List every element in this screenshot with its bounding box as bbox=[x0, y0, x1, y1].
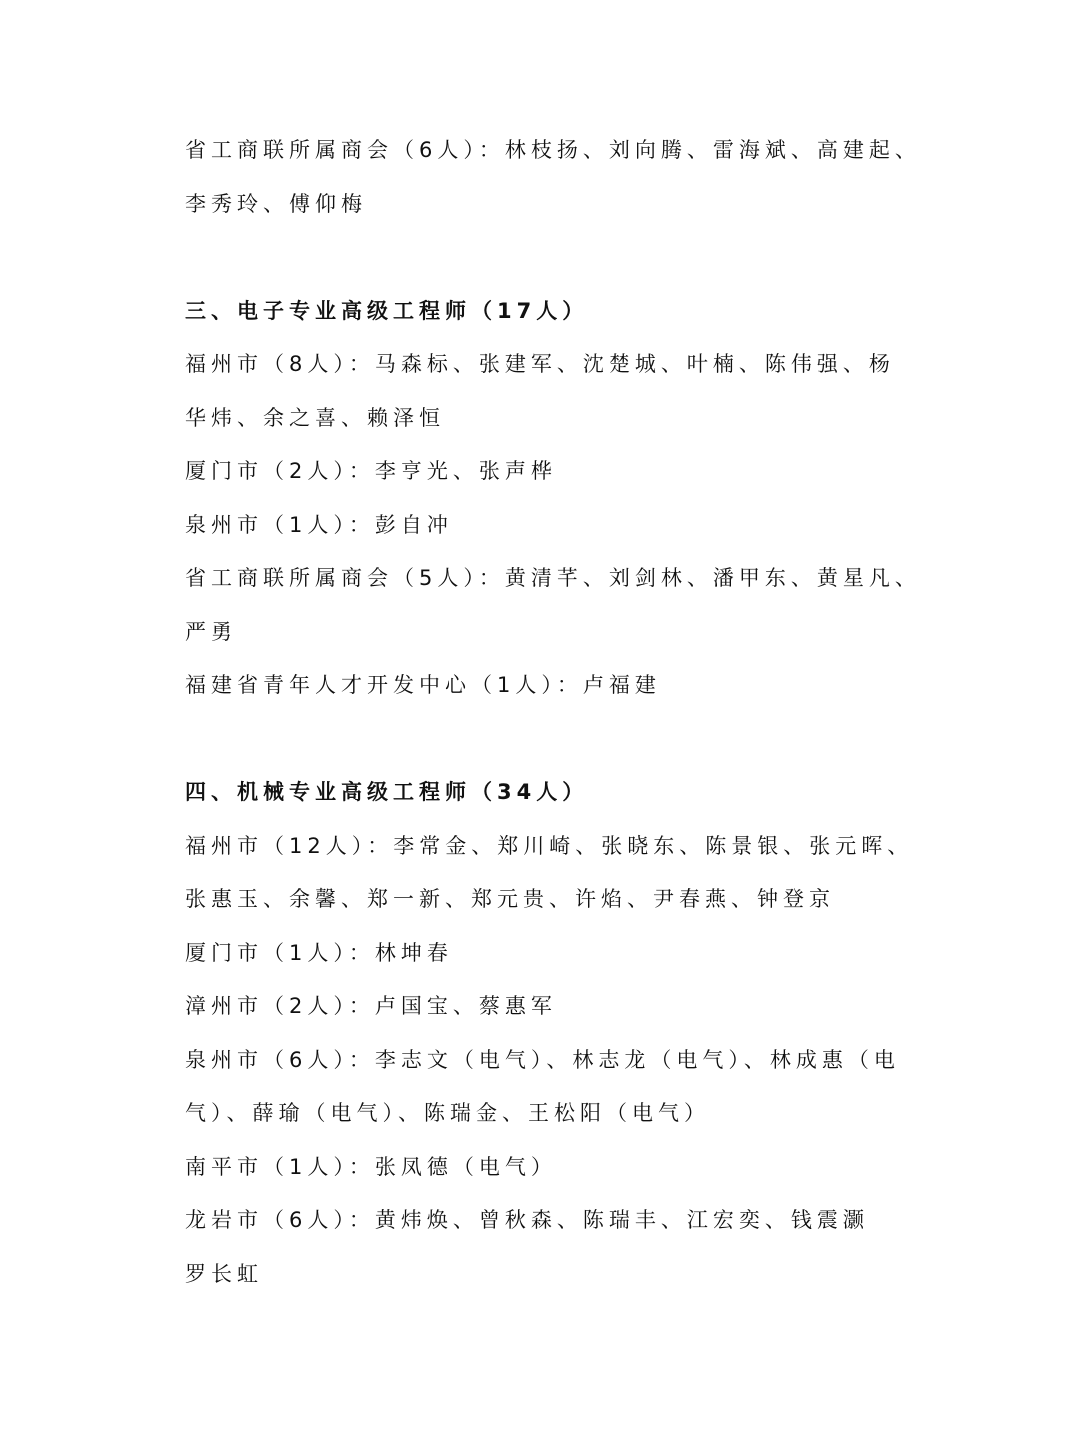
text-line: 严勇 bbox=[185, 619, 237, 644]
text-line: 福州市（12人）：李常金、郑川崎、张晓东、陈景银、张元晖、 bbox=[185, 833, 914, 858]
text-line: 龙岩市（6人）：黄炜焕、曾秋森、陈瑞丰、江宏奕、钱震灏 bbox=[185, 1208, 869, 1232]
text-line: 福建省青年人才开发中心（1人）：卢福建 bbox=[185, 673, 661, 697]
text-line: 漳州市（2人）：卢国宝、蔡惠军 bbox=[185, 994, 557, 1018]
section-gap bbox=[185, 713, 905, 767]
text-line: 省工商联所属商会（6人）：林枝扬、刘向腾、雷海斌、高建起、 bbox=[185, 138, 921, 162]
text-line: 气）、薛瑜（电气）、陈瑞金、王松阳（电气） bbox=[185, 1101, 710, 1125]
section-heading: 三、电子专业高级工程师（17人） bbox=[185, 298, 589, 323]
text-line: 罗长虹 bbox=[185, 1261, 263, 1286]
section-heading: 四、机械专业高级工程师（34人） bbox=[185, 780, 589, 804]
section-electronics bbox=[185, 285, 921, 713]
text-line: 厦门市（1人）：林坤春 bbox=[185, 940, 453, 965]
text-line: 南平市（1人）：张凤德（电气） bbox=[185, 1154, 557, 1179]
text-line: 泉州市（1人）：彭自冲 bbox=[185, 512, 453, 537]
text-line: 省工商联所属商会（5人）：黄清芊、刘剑林、潘甲东、黄星凡、 bbox=[185, 566, 921, 590]
section-mechanical bbox=[185, 766, 914, 1301]
text-line: 福州市（8人）：马森标、张建军、沈楚城、叶楠、陈伟强、杨 bbox=[185, 352, 895, 376]
document-body bbox=[185, 124, 921, 1301]
section-gap bbox=[185, 231, 905, 285]
text-line: 张惠玉、余馨、郑一新、郑元贵、许焰、尹春燕、钟登京 bbox=[185, 887, 835, 911]
text-line: 华炜、余之喜、赖泽恒 bbox=[185, 405, 445, 430]
text-line: 泉州市（6人）：李志文（电气）、林志龙（电气）、林成惠（电 bbox=[185, 1047, 900, 1072]
text-line: 厦门市（2人）：李亨光、张声桦 bbox=[185, 459, 557, 483]
section-prev-list bbox=[185, 124, 921, 231]
text-line: 李秀玲、傅仰梅 bbox=[185, 191, 367, 216]
